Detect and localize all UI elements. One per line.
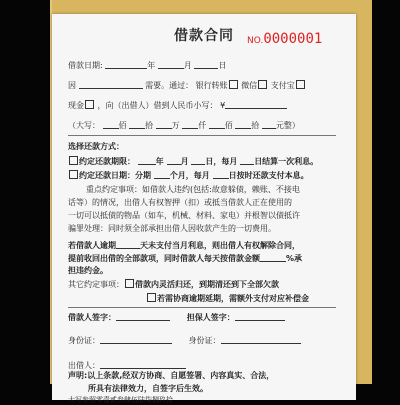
capital-unit: 元整）	[275, 121, 300, 130]
overdue-text-2: 天未支付当月利息，则出借人有权解除合同，	[140, 241, 300, 250]
repay-option-2-tail: 日按时还款支付本息。	[228, 171, 309, 180]
clause-line: 重点约定事项：如借款人违约(包括:故意躲债，赖账、不接电	[86, 185, 300, 194]
repay-option-1-tail: 日结算一次利息。	[254, 157, 319, 166]
amount-row	[68, 99, 287, 111]
capital-unit: 拾	[145, 121, 154, 130]
guarantor-id-label: 身份证：	[188, 336, 221, 345]
contract-title: 借款合同	[174, 28, 234, 44]
borrower-id-blank[interactable]	[100, 334, 172, 344]
overdue-text-3: 提前收回出借的全部款项，同时借款人每天按借款金额	[68, 254, 260, 263]
loan-month-label: 月	[183, 61, 192, 70]
overdue-days-blank[interactable]	[116, 239, 140, 249]
capital-unit: 万	[171, 121, 180, 130]
overdue-line-3: 担违约金。	[68, 266, 108, 275]
borrow-text: ，向（出借人）借到人民币小写：	[97, 101, 218, 110]
capital-amount-row	[68, 119, 300, 131]
other-terms-row-2	[146, 293, 309, 304]
overdue-text-4: %承	[286, 254, 303, 263]
declaration-line: 声明:以上条款,经双方协商、自愿签署、内容真实、合法，	[68, 371, 275, 380]
divider	[68, 135, 336, 136]
repay-option-2	[68, 169, 309, 181]
document-number-value: 0000001	[263, 31, 323, 47]
purpose-row	[68, 79, 306, 91]
loan-year-label: 年	[147, 61, 156, 70]
repay-option-2-text: 约定还款日期：分期	[79, 171, 151, 180]
capital-unit: 佰	[118, 121, 127, 130]
bank-transfer-label: 银行转账	[195, 81, 228, 90]
bank-transfer-checkbox[interactable]	[229, 80, 238, 89]
repay-month-label: 月	[180, 157, 189, 166]
installment-months-blank[interactable]	[154, 169, 170, 179]
other-terms-label: 其它约定事项：	[68, 280, 124, 289]
divider	[68, 307, 336, 308]
capital-label: （大写：	[68, 121, 100, 130]
repay-year-label: 年	[155, 157, 164, 166]
cash-checkbox[interactable]	[85, 100, 94, 109]
extension-text: 若需协商逾期延期，需额外支付对应补偿金	[157, 294, 309, 303]
alipay-label: 支付宝	[270, 81, 295, 90]
repay-option-2-checkbox[interactable]	[69, 170, 78, 179]
contract-sheet	[52, 14, 356, 404]
capital-blank[interactable]	[262, 119, 276, 129]
loan-month-blank[interactable]	[158, 59, 184, 69]
repay-month-blank[interactable]	[167, 155, 181, 165]
capital-blank[interactable]	[129, 119, 145, 129]
capital-unit: 佰	[224, 121, 233, 130]
overdue-text-1: 若借款人逾期	[68, 241, 116, 250]
clause-line: 一切可以抵债的物品（如车，机械、材料、家电）并根智以债抵许	[68, 211, 300, 220]
overdue-line-1	[68, 239, 300, 251]
capital-blank[interactable]	[209, 119, 225, 129]
loan-day-blank[interactable]	[194, 59, 218, 69]
clause-line: 骗罪处理：同时须全部承担出借人因收款产生的一切费用。	[68, 224, 276, 233]
footer-note: 大写参照零壹贰叁肆伍陆柒捌玖拾	[68, 396, 173, 404]
borrower-row	[68, 311, 285, 323]
guarantor-id-blank[interactable]	[221, 334, 301, 344]
cash-label: 现金	[68, 101, 84, 110]
capital-blank[interactable]	[103, 119, 119, 129]
capital-unit: 仟	[198, 121, 207, 130]
wechat-checkbox[interactable]	[258, 80, 267, 89]
repay-day-blank[interactable]	[191, 155, 205, 165]
borrower-label: 借款人签字：	[68, 313, 116, 322]
loan-date-label: 借款日期:	[68, 61, 103, 70]
lender-signature-blank[interactable]	[100, 359, 186, 369]
repay-option-1-text: 约定还款期限：	[79, 157, 135, 166]
borrower-id-label: 身份证：	[68, 336, 100, 345]
wechat-label: 微信	[241, 81, 258, 90]
interest-day-blank[interactable]	[240, 155, 254, 165]
installment-day-blank[interactable]	[213, 169, 229, 179]
overdue-line-2	[68, 252, 302, 264]
repay-option-2-period: 个月，每月	[169, 171, 210, 180]
capital-blank[interactable]	[156, 119, 172, 129]
loan-year-blank[interactable]	[105, 59, 147, 69]
repay-day-label: 日，每月	[205, 157, 238, 166]
loan-date-row	[68, 59, 226, 71]
clause-line: 话等）的情况，出借人有权智押（扣）或抵当借款人正在使用的	[68, 198, 292, 207]
repay-heading: 选择还款方式：	[68, 142, 124, 151]
flexible-repay-text: 借款内灵活归还，到期清还到下全部欠款	[135, 280, 279, 289]
other-terms-row	[68, 279, 279, 290]
capital-blank[interactable]	[182, 119, 198, 129]
guarantor-label: 担保人签字：	[186, 313, 235, 322]
id-card-row	[68, 334, 301, 346]
declaration-line: 所具有法律效力，自签字后生效。	[88, 384, 208, 393]
guarantor-signature-blank[interactable]	[235, 311, 285, 321]
amount-blank[interactable]	[225, 99, 287, 109]
purpose-needs-text: 需要。通过：	[145, 81, 194, 90]
repay-year-blank[interactable]	[138, 155, 156, 165]
borrower-signature-blank[interactable]	[116, 311, 170, 321]
yen-symbol: ¥	[220, 101, 226, 110]
lender-label: 出借人：	[68, 361, 100, 370]
capital-blank[interactable]	[235, 119, 251, 129]
alipay-checkbox[interactable]	[296, 80, 305, 89]
document-number-prefix: NO.	[247, 36, 264, 46]
repay-option-1-checkbox[interactable]	[69, 156, 78, 165]
loan-day-label: 日	[218, 61, 227, 70]
capital-unit: 拾	[251, 121, 260, 130]
flexible-repay-checkbox[interactable]	[125, 279, 134, 288]
extension-checkbox[interactable]	[147, 293, 156, 302]
purpose-blank[interactable]	[79, 79, 143, 89]
penalty-rate-blank[interactable]	[260, 252, 286, 262]
document-number	[247, 31, 322, 47]
purpose-prefix: 因	[68, 81, 76, 90]
repay-option-1	[68, 155, 318, 167]
